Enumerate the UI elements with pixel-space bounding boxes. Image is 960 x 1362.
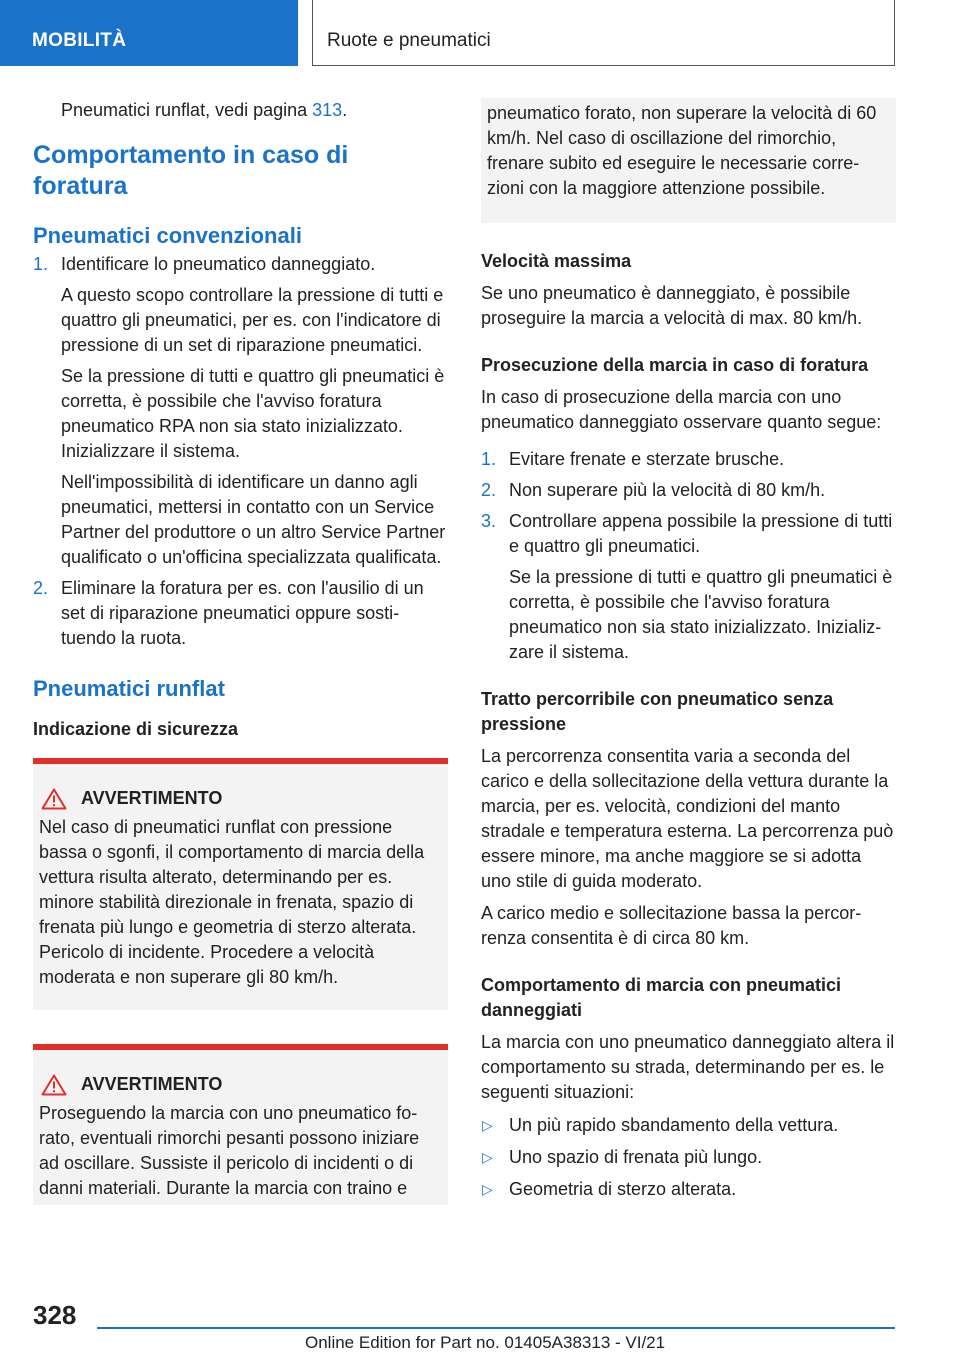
max-speed-text: Se uno pneumatico è danneggiato, è possibile proseguire la marcia a velocità di max. 80 km/h. — [481, 283, 863, 328]
list-item — [481, 1177, 896, 1202]
chapter-title: Ruote e pneumatici — [312, 0, 895, 66]
step-number: 1. — [33, 254, 49, 274]
warning-title — [39, 1072, 442, 1097]
intro-paragraph — [61, 98, 448, 123]
flat-distance-text-2: A carico medio e sollecitazione bassa la percorrenza consentita è di circa 80 km. — [481, 903, 862, 948]
step-paragraph: A questo scopo controllare la pressione di tutti e quattro gli pneumatici, per es. con l'indicatore di pressione di un set di riparazione pneumatici. — [61, 285, 444, 355]
warning-title-text: AVVERTIMENTO — [81, 1074, 223, 1094]
step-text: Eliminare la foratura per es. con l'ausilio di un set di riparazione pneumatici oppure sostituendo la ruota. — [61, 578, 424, 648]
right-column — [481, 98, 896, 1202]
page-number: 328 — [33, 1300, 77, 1330]
heading-max-speed: Velocità massima — [481, 251, 632, 271]
warning-box-1 — [33, 758, 448, 1010]
warning-box-2 — [33, 1044, 448, 1205]
warning-triangle-icon — [41, 788, 67, 810]
intro-text: Pneumatici runflat, vedi pagina — [61, 100, 313, 120]
heading-runflat-tires: Pneumatici runflat — [33, 676, 225, 701]
heading-safety-note: Indicazione di sicurezza — [33, 719, 239, 739]
footer-divider — [97, 1327, 895, 1329]
step-item — [33, 576, 448, 651]
step-number: 1. — [481, 449, 497, 469]
list-item — [481, 1145, 896, 1170]
list-item-text: Geometria di sterzo alterata. — [509, 1179, 737, 1199]
step-item — [33, 252, 448, 277]
list-item-text: Un più rapido sbandamento della vettura. — [509, 1115, 839, 1135]
step-item — [481, 447, 896, 472]
edition-text: Online Edition for Part no. 01405A38313 - VI/21 — [305, 1333, 666, 1352]
section-title: MOBILITÀ — [0, 0, 298, 66]
warning-text: Nel caso di pneumatici runflat con pressione bassa o sgonfi, il comportamento di marcia della vettura risulta alterato, determinando per es. minore stabilità direzionale in frenata, spazio di frenata più lungo e geometria di sterzo alterata. Pericolo di incidente. Procedere a velocità moderata e non superare gli 80 km/h. — [39, 817, 425, 987]
steps-list-right — [481, 447, 896, 665]
heading-conventional-tires: Pneumatici convenzionali — [33, 223, 302, 248]
page-header — [0, 0, 960, 68]
warning-text: Proseguendo la marcia con uno pneumatico forato, eventuali rimorchi pesanti possono iniziare ad oscillare. Sussiste il pericolo di incidenti o di danni materiali. Durante la marcia con traino e — [39, 1103, 420, 1198]
warning-triangle-icon — [41, 1074, 67, 1096]
warning-box-2-continued — [481, 98, 896, 223]
step-item — [481, 509, 896, 559]
step-number: 2. — [33, 578, 49, 598]
warning-title — [39, 786, 442, 811]
heading-flat-distance: Tratto percorribile con pneumatico senza pressione — [481, 689, 834, 734]
list-item — [481, 1113, 896, 1138]
flat-distance-text-1: La percorrenza consentita varia a seconda del carico e della sollecitazione della vettura durante la marcia, per es. velocità, condizioni del manto stradale e temperatura esterna. La percorrenza può essere minore, ma anche maggiore se si adotta uno stile di guida moderato. — [481, 746, 894, 891]
warning-text-continued: pneumatico forato, non superare la velocità di 60 km/h. Nel caso di oscillazione del rimorchio, frenare subito ed eseguire le necessarie correzioni con la maggiore attenzione possibile. — [487, 103, 877, 198]
step-item — [481, 478, 896, 503]
left-column — [33, 98, 448, 1205]
step-number: 3. — [481, 511, 497, 531]
step-paragraph: Se la pressione di tutti e quattro gli pneumatici è corretta, è possibile che l'avviso foratura pneumatico non sia stato inizializzato. Inizializzare il sistema. — [509, 567, 893, 662]
step-number: 2. — [481, 480, 497, 500]
damaged-behavior-text: La marcia con uno pneumatico danneggiato altera il comportamento su strada, determinando per es. le seguenti situazioni: — [481, 1032, 895, 1102]
triangle-bullet-icon: ▷ — [482, 1149, 493, 1165]
heading-continue-driving: Prosecuzione della marcia in caso di foratura — [481, 355, 869, 375]
steps-list-left — [33, 252, 448, 651]
warning-title-text: AVVERTIMENTO — [81, 788, 223, 808]
heading-puncture-behavior: Comportamento in caso di foratura — [33, 141, 349, 200]
page-link[interactable]: 313 — [312, 100, 343, 120]
triangle-bullet-icon: ▷ — [482, 1117, 493, 1133]
step-paragraph: Nell'impossibilità di identificare un danno agli pneumatici, mettersi in contatto con un Service Partner del produttore o un altro Service Partner qualificato o un'officina specializzata qualificata. — [61, 472, 446, 567]
bullet-list — [481, 1113, 896, 1202]
step-text: Evitare frenate e sterzate brusche. — [509, 449, 785, 469]
triangle-bullet-icon: ▷ — [482, 1181, 493, 1197]
intro-end: . — [342, 100, 348, 120]
step-text: Controllare appena possibile la pressione di tutti e quattro gli pneumatici. — [509, 511, 893, 556]
step-text: Non superare più la velocità di 80 km/h. — [509, 480, 826, 500]
heading-damaged-behavior: Comportamento di marcia con pneumatici danneggiati — [481, 975, 842, 1020]
step-text: Identificare lo pneumatico danneggiato. — [61, 254, 376, 274]
step-paragraph: Se la pressione di tutti e quattro gli pneumatici è corretta, è possibile che l'avviso foratura pneumatico RPA non sia stato inizializzato. Inizializzare il sistema. — [61, 366, 445, 461]
list-item-text: Uno spazio di frenata più lungo. — [509, 1147, 763, 1167]
continue-driving-text: In caso di prosecuzione della marcia con uno pneumatico danneggiato osservare quanto segue: — [481, 387, 882, 432]
